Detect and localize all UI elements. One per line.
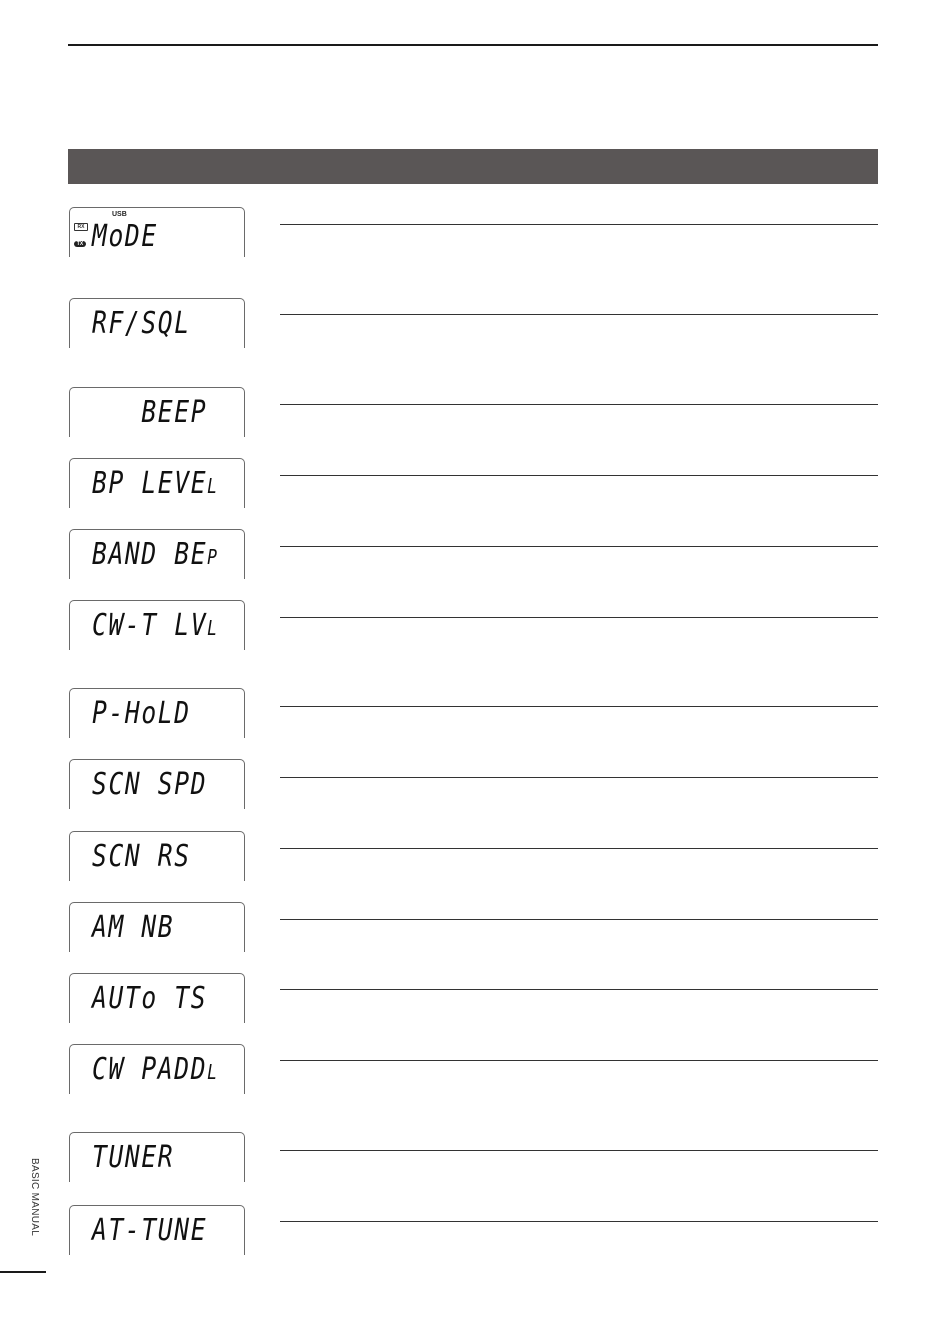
row-rule	[280, 224, 878, 225]
lcd-display-auto-ts	[69, 973, 245, 1023]
row-rule	[280, 989, 878, 990]
row-rule	[280, 848, 878, 849]
section-header-bar	[68, 149, 878, 184]
lcd-display-beep	[69, 387, 245, 437]
lcd-text: BEEP	[92, 395, 208, 430]
lcd-text: AUTo TS	[92, 981, 208, 1016]
lcd-display-bp-level	[69, 458, 245, 508]
row-rule	[280, 475, 878, 476]
lcd-text: TUNER	[92, 1140, 175, 1175]
mode-indicator: USB	[112, 211, 127, 218]
lcd-display-am-nb	[69, 902, 245, 952]
row-rule	[280, 546, 878, 547]
side-section-label: BASIC MANUAL	[29, 1158, 40, 1237]
lcd-text: BP LEVEL	[92, 466, 218, 501]
lcd-display-cw-paddl	[69, 1044, 245, 1094]
row-rule	[280, 314, 878, 315]
row-rule	[280, 1150, 878, 1151]
row-rule	[280, 1060, 878, 1061]
lcd-display-rf-sql	[69, 298, 245, 348]
lcd-display-at-tune	[69, 1205, 245, 1255]
lcd-text: AT-TUNE	[92, 1213, 208, 1248]
lcd-text: AM NB	[92, 910, 175, 945]
row-rule	[280, 777, 878, 778]
top-rule	[68, 44, 878, 46]
lcd-display-tuner	[69, 1132, 245, 1182]
lcd-text: MoDE	[92, 219, 158, 254]
lcd-text: SCN SPD	[92, 767, 208, 802]
lcd-display-p-hold	[69, 688, 245, 738]
lcd-display-cw-t-lvl	[69, 600, 245, 650]
lcd-text: BAND BEP	[92, 537, 218, 572]
rx-indicator-icon: RX	[74, 223, 88, 231]
side-rule	[0, 1271, 46, 1273]
lcd-display-scn-spd	[69, 759, 245, 809]
lcd-text: CW-T LVL	[92, 608, 218, 643]
row-rule	[280, 1221, 878, 1222]
lcd-text: SCN RS	[92, 839, 191, 874]
lcd-display-mode	[69, 207, 245, 257]
row-rule	[280, 706, 878, 707]
row-rule	[280, 404, 878, 405]
lcd-text: CW PADDL	[92, 1052, 218, 1087]
lcd-text: RF/SQL	[92, 306, 191, 341]
tx-indicator-icon: TX	[74, 241, 86, 247]
lcd-display-scn-rs	[69, 831, 245, 881]
row-rule	[280, 919, 878, 920]
row-rule	[280, 617, 878, 618]
lcd-text: P-HoLD	[92, 696, 191, 731]
lcd-display-band-beep	[69, 529, 245, 579]
